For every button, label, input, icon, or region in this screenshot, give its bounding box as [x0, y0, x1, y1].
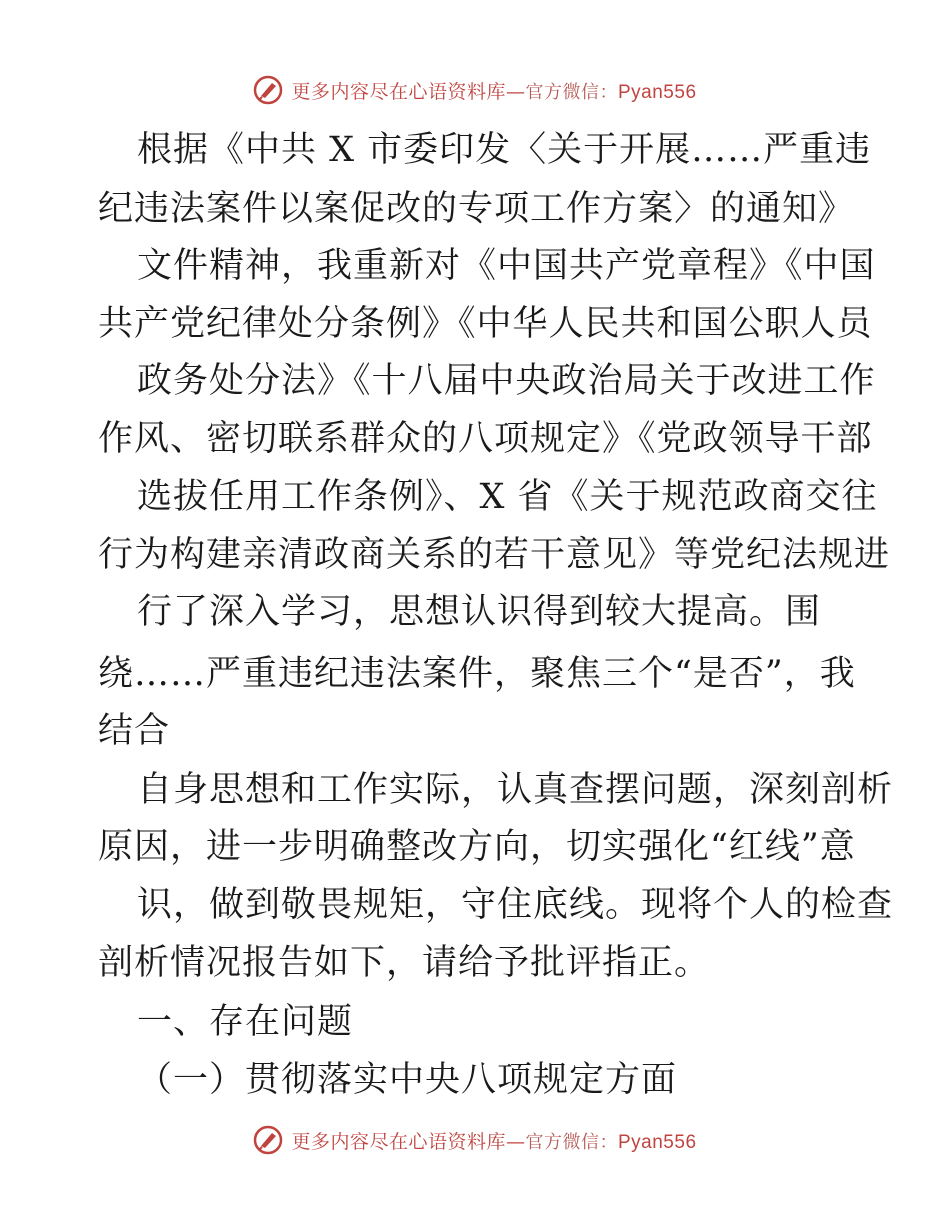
footer-watermark — [0, 1120, 950, 1160]
watermark-label: 官方微信： — [525, 81, 618, 103]
watermark-site: 更多内容尽在心语资料库 — [291, 80, 506, 103]
watermark-text — [291, 1127, 696, 1154]
paragraph-line: 作风、密切联系群众的八项规定》《党政领导干部 — [98, 419, 873, 459]
paragraph-line: 结合 — [98, 711, 171, 751]
paragraph-line: 行了深入学习，思想认识得到较大提高。围 — [137, 592, 822, 632]
watermark-account: Pyan556 — [618, 1131, 697, 1153]
paragraph-line: 自身思想和工作实际，认真查摆问题，深刻剖析 — [137, 770, 894, 810]
paragraph-line: 纪违法案件以案促改的专项工作方案〉的通知》 — [98, 189, 855, 229]
paragraph-line: 文件精神，我重新对《中国共产党章程》《中国 — [137, 246, 876, 286]
paragraph-line: 共产党纪律处分条例》《中华人民共和国公职人员 — [98, 304, 873, 344]
paragraph-line: 行为构建亲清政商关系的若干意见》等党纪法规进 — [98, 535, 891, 575]
section-heading: 一、存在问题 — [137, 1002, 354, 1042]
paragraph-line: 绕……严重违纪违法案件，聚焦三个“是否”，我 — [98, 654, 856, 694]
watermark-site: 更多内容尽在心语资料库 — [291, 1130, 506, 1153]
watermark-account: Pyan556 — [618, 81, 697, 103]
paragraph-line: 识，做到敬畏规矩，守住底线。现将个人的检查 — [137, 885, 894, 925]
paragraph-line: 政务处分法》《十八届中央政治局关于改进工作 — [137, 361, 876, 401]
watermark-separator: — — [506, 1130, 526, 1153]
watermark-label: 官方微信： — [525, 1131, 618, 1153]
paragraph-line: 选拔任用工作条例》、X 省《关于规范政商交往 — [137, 477, 878, 517]
subsection-heading: （一）贯彻落实中央八项规定方面 — [137, 1060, 678, 1100]
watermark-separator: — — [506, 80, 526, 103]
seal-logo-icon — [253, 1125, 283, 1155]
paragraph-line: 剖析情况报告如下，请给予批评指正。 — [98, 943, 711, 983]
paragraph-line: 根据《中共 X 市委印发〈关于开展……严重违 — [137, 130, 872, 170]
paragraph-line: 原因，进一步明确整改方向，切实强化“红线”意 — [98, 827, 856, 867]
